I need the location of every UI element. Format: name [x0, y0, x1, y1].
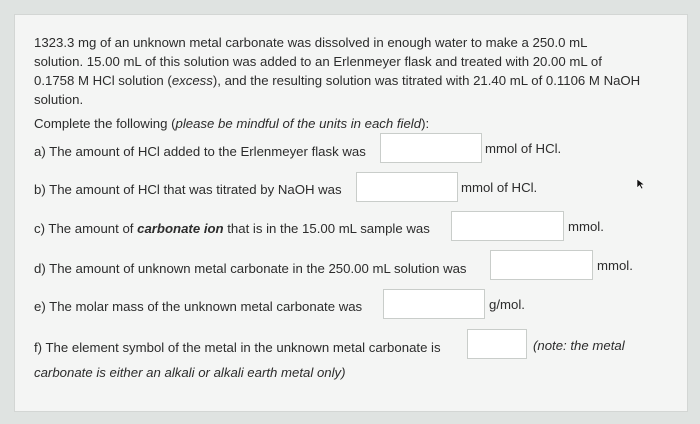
question-b-unit: mmol of HCl.: [461, 180, 538, 195]
answer-a-input[interactable]: [380, 133, 482, 163]
question-d-prompt: d) The amount of unknown metal carbonate in the 250.00 mL solution was: [34, 261, 467, 276]
instructions: [34, 116, 429, 131]
question-e-prompt: e) The molar mass of the unknown metal carbonate was: [34, 299, 363, 314]
intro-line-4: solution.: [34, 92, 84, 107]
instructions-emphasis: please be mindful of the units in each field: [175, 116, 422, 131]
question-c-part: that is in the 15.00 mL sample was: [223, 221, 430, 236]
question-f-note-line-1: (note: the metal: [533, 338, 625, 353]
instructions-part: ):: [421, 116, 430, 131]
answer-b-input[interactable]: [356, 172, 458, 202]
question-f-prompt: f) The element symbol of the metal in the unknown metal carbonate is: [34, 340, 441, 355]
question-c-emphasis: carbonate ion: [137, 221, 224, 236]
question-a-prompt: a) The amount of HCl added to the Erlenmeyer flask was: [34, 144, 366, 159]
answer-c-input[interactable]: [451, 211, 564, 241]
intro-emphasis: excess: [171, 73, 213, 88]
intro-line-1: 1323.3 mg of an unknown metal carbonate was dissolved in enough water to make a 250.0 mL: [34, 35, 588, 50]
intro-line-3-part: 0.1758 M HCl solution (: [34, 73, 172, 88]
question-b-prompt: b) The amount of HCl that was titrated by NaOH was: [34, 182, 342, 197]
answer-d-input[interactable]: [490, 250, 593, 280]
question-c-prompt: [34, 221, 430, 236]
instructions-part: Complete the following (: [34, 116, 176, 131]
question-c-unit: mmol.: [568, 219, 604, 234]
intro-line-3-part: ), and the resulting solution was titrated with 21.40 mL of 0.1106 M NaOH: [212, 73, 641, 88]
question-d-unit: mmol.: [597, 258, 633, 273]
question-e-unit: g/mol.: [489, 297, 525, 312]
answer-f-input[interactable]: [467, 329, 527, 359]
intro-line-3: [34, 73, 640, 88]
answer-e-input[interactable]: [383, 289, 485, 319]
intro-line-2: solution. 15.00 mL of this solution was added to an Erlenmeyer flask and treated with 20.00 mL of: [34, 54, 602, 69]
question-f-note-line-2: carbonate is either an alkali or alkali earth metal only): [34, 365, 346, 380]
question-a-unit: mmol of HCl.: [485, 141, 562, 156]
question-c-part: c) The amount of: [34, 221, 138, 236]
